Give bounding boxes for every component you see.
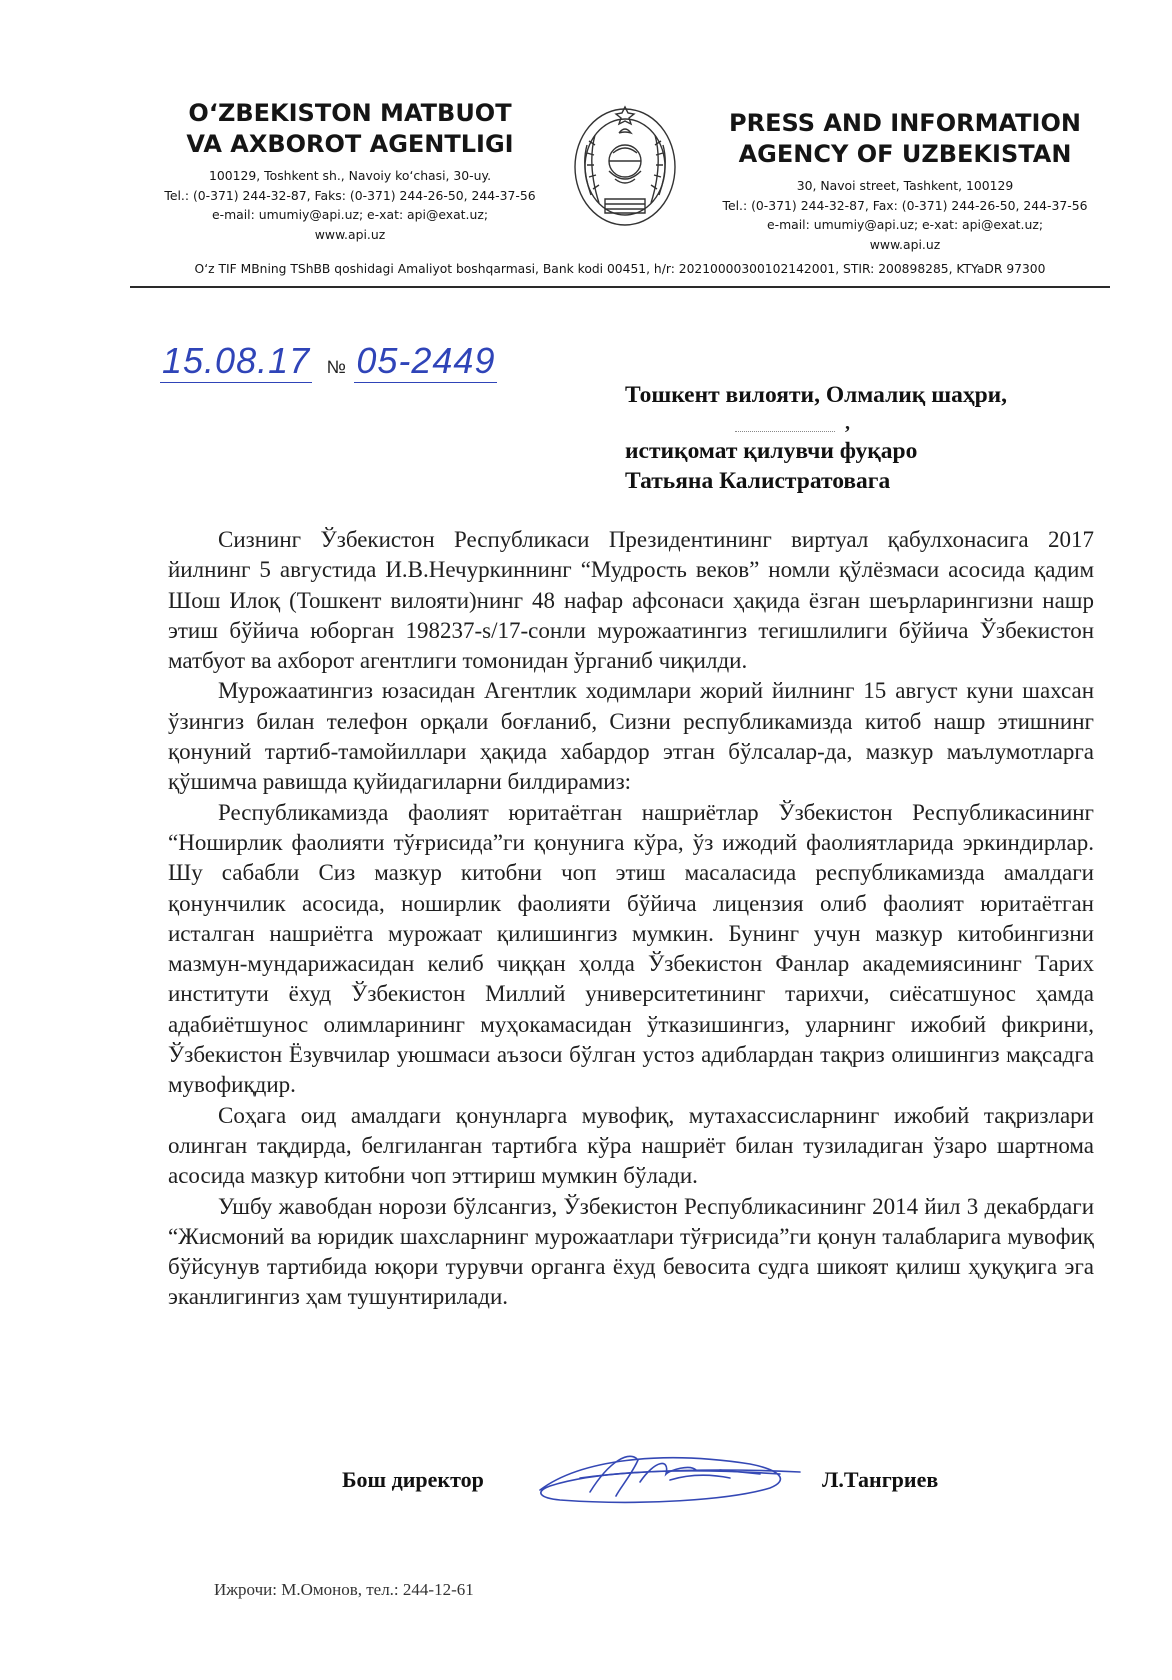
letter-body [168,525,1094,1313]
org-name-uz-line2: VA AXBOROT AGENTLIGI [186,130,514,158]
state-emblem-icon [565,95,685,235]
addressee-line-3: истиқомат қилувчи фуқаро [625,438,918,464]
registration-date: 15.08.17 [162,340,311,381]
org-name-en-line2: AGENCY OF UZBEKISTAN [738,140,1072,168]
letterhead-uz [150,98,550,244]
bank-details: O‘z TIF MBning TShBB qoshidagi Amaliyot boshqarmasi, Bank kodi 00451, h/r: 20210000300102142001, STIR: 200898285, KTYaDR 97300 [194,262,1046,276]
registration-number: 05-2449 [356,340,496,381]
body-paragraph-4: Соҳага оид амалдаги қонунларга мувофиқ, мутахассисларнинг ижобий тақризлари олинган тақдирда, белгиланган тартибга кўра нашриёт билан тузиладиган ўзаро шартнома асосида мазкур китобни чоп эттириш мумкин бўлади. [168,1102,1094,1189]
signatory-name: Л.Тангриев [822,1467,939,1492]
email-uz: e-mail: umumiy@api.uz; e-xat: api@exat.uz; [211,207,489,222]
executor-contact: Ижрочи: М.Омонов, тел.: 244-12-61 [214,1580,474,1599]
org-name-uz-line1: O‘ZBEKISTON MATBUOT [188,99,512,127]
website-uz: www.api.uz [314,226,386,242]
header-divider [130,286,1110,288]
address-uz: 100129, Toshkent sh., Navoiy ko‘chasi, 30-uy. [208,168,492,183]
org-contacts-uz [150,166,550,244]
phone-uz: Tel.: (0-371) 244-32-87, Faks: (0-371) 244-26-50, 244-37-56 [164,187,536,203]
phone-en: Tel.: (0-371) 244-32-87, Fax: (0-371) 244-26-50, 244-37-56 [722,197,1088,213]
handwritten-signature [520,1430,820,1520]
signatory-title: Бош директор [342,1467,484,1492]
website-en: www.api.uz [869,236,941,252]
org-contacts-en [710,176,1100,254]
registration-line [160,340,497,383]
body-paragraph-2: Мурожаатингиз юзасидан Агентлик ходимлари жорий йилнинг 15 август куни шахсан ўзингиз билан телефон орқали боғланиб, Сизни республикамизда китоб нашр этишнинг қонуний тартиб-тамойиллари ҳақида хабардор этган бўлсалар-да, мазкур маълумотларга қўшимча равишда қуйидагиларни билдирамиз: [168,678,1094,795]
email-en: e-mail: umumiy@api.uz; e-xat: api@exat.uz; [766,217,1044,232]
body-paragraph-1: Сизнинг Ўзбекистон Республикаси Президентининг виртуал қабулхонасига 2017 йилнинг 5 августида И.В.Нечуркиннинг “Мудрость веков” номли қўлёзмаси асосида қадим Шош Илоқ (Тошкент вилояти)нинг 48 нафар афсонаси ҳақида ёзган шеърларингизни нашр этиш бўйича юборган 198237-s/17-сонли мурожаатингиз тегишлилиги бўйича Ўзбекистон матбуот ва ахборот агентлиги томонидан ўрганиб чиқилди. [168,527,1094,674]
letterhead-en [710,108,1100,254]
redacted-address-line [735,431,835,432]
address-en: 30, Navoi street, Tashkent, 100129 [796,178,1014,193]
body-paragraph-5: Ушбу жавобдан норози бўлсангиз, Ўзбекистон Республикасининг 2014 йил 3 декабрдаги “Жисмоний ва юридик шахсларнинг мурожаатлари тўғрисида”ги қонун талабларига мувофиқ бўйсунув тартибида юқори турувчи органга ёхуд бевосита судга шикоят қилиш ҳуқуқига эга эканлигингиз ҳам тушунтирилади. [168,1193,1094,1310]
org-name-en-line1: PRESS AND INFORMATION [729,109,1081,137]
addressee-line-1: Тошкент вилояти, Олмалиқ шаҳри, [625,382,1008,408]
addressee-line-2: , [845,412,850,434]
body-paragraph-3: Республикамизда фаолият юритаётган нашриётлар Ўзбекистон Республикасининг “Ноширлик фаолияти тўғрисида”ги қонунига кўра, ўз ижодий фаолиятларида эркиндирлар. Шу сабабли Сиз мазкур китобни чоп этиш масаласида республикамизда амалдаги қонунчилик асосида, ноширлик фаолияти бўйича лицензия олиб фаолият юритаётган исталган нашриётга мурожаат қилишингиз мумкин. Бунинг учун мазкур китобингизни мазмун-мундарижасидан келиб чиққан ҳолда Ўзбекистон Фанлар академиясининг Тарих институти ёхуд Ўзбекистон Миллий университетининг тарихчи, сиёсатшунос ҳамда адабиётшунос олимларининг муҳокамасидан ўтказишингиз, уларнинг ижобий фикрини, Ўзбекистон Ёзувчилар уюшмаси аъзоси бўлган устоз адиблардан тақриз олишингиз мақсадга мувофиқдир. [168,799,1094,1098]
number-sign: № [326,357,346,377]
addressee-line-4: Татьяна Калистратовага [625,468,891,494]
